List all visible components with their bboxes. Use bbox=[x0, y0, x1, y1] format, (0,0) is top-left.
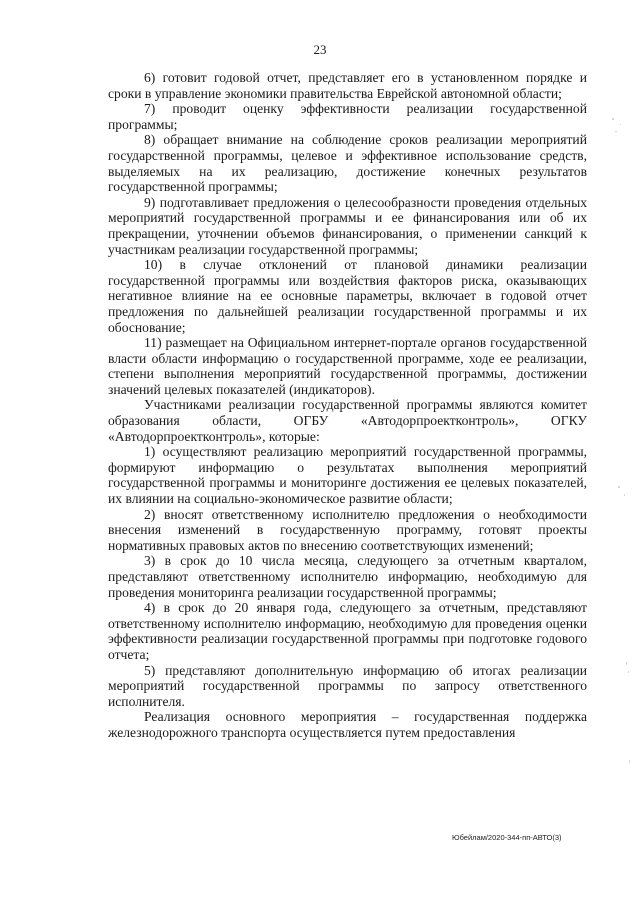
main-activity-paragraph: Реализация основного мероприятия – государственная поддержка железнодорожного транспорта осуществляется путем предоставления bbox=[108, 709, 587, 740]
document-code: Юбейлам/2020-344-пп-АВТО(3) bbox=[452, 833, 562, 842]
paragraph-item-9: 9) подготавливает предложения о целесообразности проведения отдельных мероприятий государственной программы и ее финансирования или об их прекращении, уточнении объемов финансирования, о применении санкций к участникам реализации государственной программы; bbox=[108, 194, 587, 257]
paragraph-item-6: 6) готовит годовой отчет, представляет его в установленном порядке и сроки в управление экономики правительства Еврейской автономной области; bbox=[108, 70, 587, 101]
scan-speck bbox=[626, 662, 627, 665]
participant-duty-5: 5) представляют дополнительную информацию об итогах реализации мероприятий государственной программы по запросу ответственного исполнителя. bbox=[108, 662, 587, 709]
document-body bbox=[108, 70, 587, 741]
scan-speck bbox=[612, 118, 614, 120]
participants-intro: Участниками реализации государственной программы являются комитет образования области, ОГБУ «Автодорпроектконтроль», ОГКУ «Автодорпроектконтроль», которые: bbox=[108, 397, 587, 444]
paragraph-item-8: 8) обращает внимание на соблюдение сроков реализации мероприятий государственной программы, целевое и эффективное использование средств, выделяемых на их реализацию, достижение конечных результатов государственной программы; bbox=[108, 132, 587, 195]
scan-speck bbox=[629, 760, 630, 763]
paragraph-item-11: 11) размещает на Официальном интернет-портале органов государственной власти области информацию о государственной программе, ходе ее реализации, степени выполнения мероприятий государственной программы, достижении значений целевых показателей (индикаторов). bbox=[108, 335, 587, 397]
scan-speck bbox=[628, 671, 629, 673]
scan-speck bbox=[624, 494, 625, 496]
scan-speck bbox=[620, 124, 621, 125]
scan-speck bbox=[615, 131, 617, 132]
paragraph-item-7: 7) проводит оценку эффективности реализации государственной программы; bbox=[108, 101, 587, 132]
scan-speck bbox=[618, 486, 620, 488]
page-number: 23 bbox=[313, 42, 327, 57]
participant-duty-4: 4) в срок до 20 января года, следующего за отчетным, представляют ответственному исполнителю информацию, необходимую для проведения оценки эффективности реализации государственной программы при подготовке годового отчета; bbox=[108, 600, 587, 662]
paragraph-item-10: 10) в случае отклонений от плановой динамики реализации государственной программы или воздействия факторов риска, оказывающих негативное влияние на ее основные параметры, включает в годовой отчет предложения по дальнейшей реализации государственной программы и их обоснование; bbox=[108, 257, 587, 335]
participant-duty-3: 3) в срок до 10 числа месяца, следующего за отчетным кварталом, представляют ответственному исполнителю информацию, необходимую для проведения мониторинга реализации государственной программы; bbox=[108, 553, 587, 600]
participant-duty-2: 2) вносят ответственному исполнителю предложения о необходимости внесения изменений в государственную программу, готовят проекты нормативных правовых актов по внесению соответствующих изменений; bbox=[108, 506, 587, 553]
participant-duty-1: 1) осуществляют реализацию мероприятий государственной программы, формируют информацию о результатах выполнения мероприятий государственной программы и мониторинге достижения ее целевых показателей, их влиянии на социально-экономическое развитие области; bbox=[108, 444, 587, 507]
